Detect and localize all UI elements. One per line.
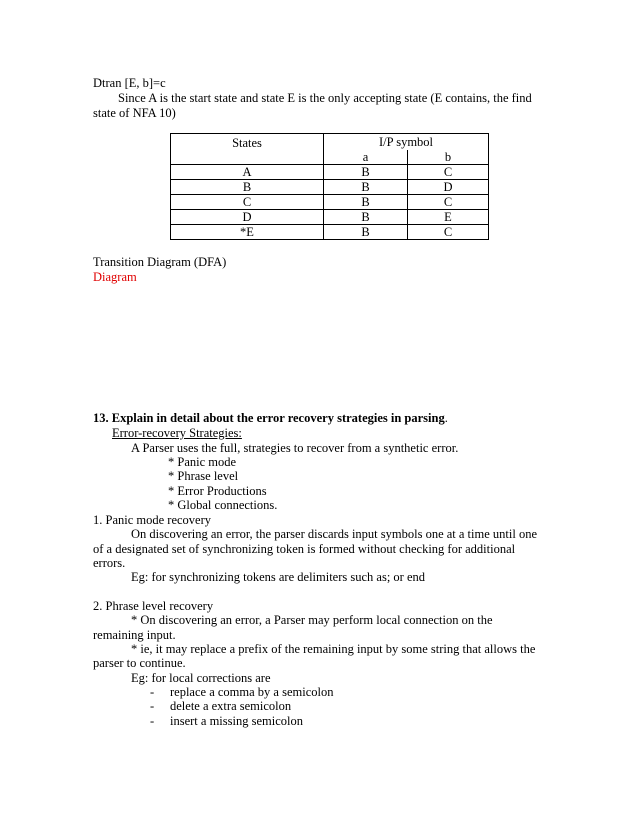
list-item <box>150 699 291 714</box>
a-cell: B <box>324 225 408 240</box>
question-13-heading-period: . <box>444 411 448 425</box>
a-cell: B <box>324 165 408 180</box>
b-cell: C <box>408 225 489 240</box>
question-13-heading <box>93 411 448 426</box>
transition-diagram-title: Transition Diagram (DFA) <box>93 255 227 269</box>
a-cell: B <box>324 180 408 195</box>
state-cell: *E <box>171 225 324 240</box>
panic-mode-text: On discovering an error, the parser discards input symbols one at a time until one <box>131 527 537 541</box>
a-cell: B <box>324 210 408 225</box>
list-item <box>150 685 333 700</box>
phrase-level-text: parser to continue. <box>93 656 186 670</box>
start-state-line: Since A is the start state and state E is the only accepting state (E contains, the find <box>118 91 532 105</box>
header-ip-symbol: I/P symbol <box>324 134 489 151</box>
strategy-item: * Error Productions <box>168 484 267 498</box>
b-cell: E <box>408 210 489 225</box>
panic-mode-title: 1. Panic mode recovery <box>93 513 212 527</box>
dash-bullet: - <box>150 699 155 713</box>
phrase-level-example: Eg: for local corrections are <box>131 671 271 685</box>
dash-bullet: - <box>150 685 155 699</box>
diagram-placeholder: Diagram <box>93 270 137 284</box>
correction-text: insert a missing semicolon <box>170 714 303 728</box>
b-cell: D <box>408 180 489 195</box>
phrase-level-title: 2. Phrase level recovery <box>93 599 214 613</box>
table-row <box>171 180 489 195</box>
phrase-level-text: * On discovering an error, a Parser may perform local connection on the <box>131 613 493 627</box>
table-row <box>171 165 489 180</box>
header-states: States <box>171 134 324 165</box>
state-cell: A <box>171 165 324 180</box>
panic-mode-text: of a designated set of synchronizing token is formed without checking for additional <box>93 542 516 556</box>
state-cell: C <box>171 195 324 210</box>
state-cell: B <box>171 180 324 195</box>
table-row <box>171 195 489 210</box>
list-item <box>150 714 303 729</box>
state-cell: D <box>171 210 324 225</box>
b-cell: C <box>408 165 489 180</box>
correction-text: replace a comma by a semicolon <box>170 685 334 699</box>
strategy-item: * Phrase level <box>168 469 239 483</box>
table-row <box>171 225 489 240</box>
header-symbol-a: a <box>324 150 408 165</box>
correction-text: delete a extra semicolon <box>170 699 292 713</box>
dtran-line: Dtran [E, b]=c <box>93 76 166 90</box>
phrase-level-text: remaining input. <box>93 628 176 642</box>
question-13-heading-text: 13. Explain in detail about the error recovery strategies in parsing <box>93 411 445 425</box>
panic-mode-example: Eg: for synchronizing tokens are delimiters such as; or end <box>131 570 426 584</box>
b-cell: C <box>408 195 489 210</box>
strategy-item: * Global connections. <box>168 498 278 512</box>
dash-bullet: - <box>150 714 155 728</box>
dfa-transition-table <box>170 133 489 240</box>
table-row <box>171 210 489 225</box>
panic-mode-text: errors. <box>93 556 126 570</box>
phrase-level-text: * ie, it may replace a prefix of the remaining input by some string that allows the <box>131 642 536 656</box>
strategy-item: * Panic mode <box>168 455 237 469</box>
a-cell: B <box>324 195 408 210</box>
parser-intro-line: A Parser uses the full, strategies to recover from a synthetic error. <box>131 441 459 455</box>
header-symbol-b: b <box>408 150 489 165</box>
nfa-state-line: state of NFA 10) <box>93 106 176 120</box>
error-recovery-subheading: Error-recovery Strategies: <box>112 426 242 440</box>
